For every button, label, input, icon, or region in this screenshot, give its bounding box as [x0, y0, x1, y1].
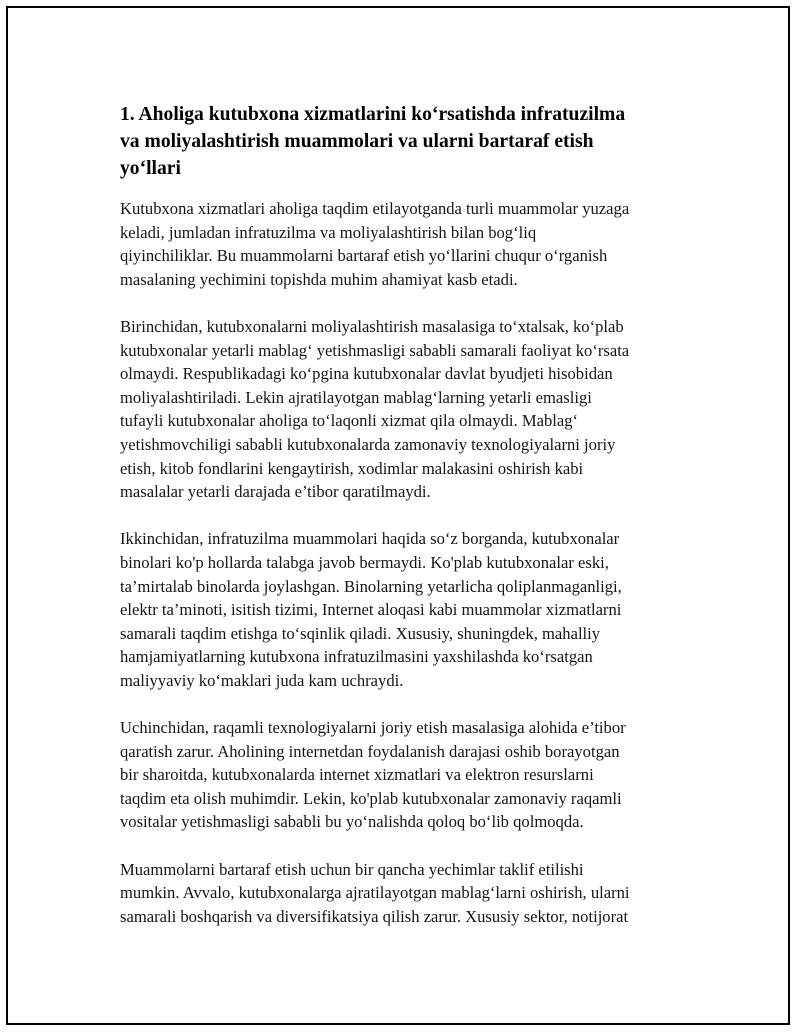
- paragraph-financing: Birinchidan, kutubxonalarni moliyalashtirish masalasiga to‘xtalsak, ko‘plab kutubxonalar yetarli mablag‘ yetishmasligi sababli samarali faoliyat ko‘rsata olmaydi. Respublikadagi ko‘pgina kutubxonalar davlat byudjeti hisobidan moliyalashtiriladi. Lekin ajratilayotgan mablag‘larning yetarli emasligi tufayli kutubxonalar aholiga to‘laqonli xizmat qila olmaydi. Mablag‘ yetishmovchiligi sababli kutubxonalarda zamonaviy texnologiyalarni joriy etish, kitob fondlarini kengaytirish, xodimlar malakasini oshirish kabi masalalar yetarli darajada e’tibor qaratilmaydi.: [120, 316, 630, 502]
- paragraph-digital-technologies: Uchinchidan, raqamli texnologiyalarni joriy etish masalasiga alohida e’tibor qaratish zarur. Aholining internetdan foydalanish darajasi oshib borayotgan bir sharoitda, kutubxonalarda internet xizmatlari va elektron resurslarni taqdim eta olish muhimdir. Lekin, ko'plab kutubxonalar zamonaviy raqamli vositalar yetishmasligi sababli bu yo‘nalishda qoloq bo‘lib qolmoqda.: [120, 718, 626, 832]
- section-heading: 1. Aholiga kutubxona xizmatlarini ko‘rsatishda infratuzilma va moliyalashtirish muammolari va ularni bartaraf etish yo‘llari: [120, 104, 626, 179]
- paragraph-solutions: Muammolarni bartaraf etish uchun bir qancha yechimlar taklif etilishi mumkin. Avvalo, kutubxonalarga ajratilayotgan mablag‘larni oshirish, ularni samarali boshqarish va diversifikatsiya qilish zarur. Xususiy sektor, notijorat: [120, 859, 630, 926]
- paragraph-infrastructure: Ikkinchidan, infratuzilma muammolari haqida so‘z borganda, kutubxonalar binolari ko'p hollarda talabga javob bermaydi. Ko'plab kutubxonalar eski, ta’mirtalab binolarda joylashgan. Binolarning yetarlicha qoliplanmaganligi, elektr ta’minoti, isitish tizimi, Internet aloqasi kabi muammolar xizmatlarni samarali taqdim etishga to‘sqinlik qiladi. Xususiy, shuningdek, mahalliy hamjamiyatlarning kutubxona infratuzilmasini yaxshilashda ko‘rsatgan maliyyaviy ko‘maklari juda kam uchraydi.: [120, 529, 622, 690]
- document-content: [120, 101, 692, 928]
- paragraph-intro: Kutubxona xizmatlari aholiga taqdim etilayotganda turli muammolar yuzaga keladi, jumladan infratuzilma va moliyalashtirish bilan bog‘liq qiyinchiliklar. Bu muammolarni bartaraf etish yo‘llarini chuqur o‘rganish masalaning yechimini topishda muhim ahamiyat kasb etadi.: [120, 199, 630, 289]
- document-page: [6, 6, 790, 1025]
